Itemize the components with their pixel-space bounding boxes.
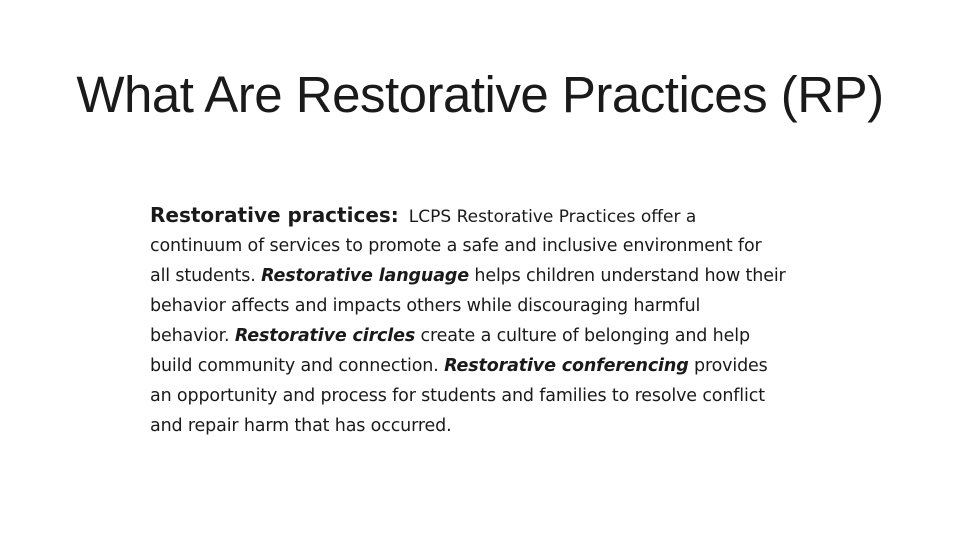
slide-body [150, 203, 850, 441]
body-line [150, 351, 850, 381]
lead-line [150, 203, 850, 227]
body-text: continuum of services to promote a safe and inclusive environment for [150, 236, 762, 256]
body-text: behavior. [150, 326, 235, 346]
body-line [150, 381, 850, 411]
emphasis-text: Restorative language [261, 266, 469, 286]
emphasis-text: Restorative circles [234, 326, 416, 346]
body-line [150, 261, 850, 291]
body-line [150, 291, 850, 321]
body-paragraph [150, 231, 850, 441]
body-text: helps children understand how their [468, 266, 786, 286]
body-text: and repair harm that has occurred. [150, 416, 452, 436]
slide-title: What Are Restorative Practices (RP) [76, 66, 884, 123]
body-text: provides [688, 356, 768, 376]
body-text: create a culture of belonging and help [415, 326, 750, 346]
body-heading: Restorative practices: [150, 203, 399, 227]
body-text: behavior affects and impacts others while discouraging harmful [150, 296, 701, 316]
body-text: all students. [150, 266, 262, 286]
body-text: build community and connection. [150, 356, 445, 376]
body-text: an opportunity and process for students and families to resolve conflict [150, 386, 765, 406]
body-line [150, 411, 850, 441]
body-line [150, 321, 850, 351]
emphasis-text: Restorative conferencing [444, 356, 689, 376]
lead-text: LCPS Restorative Practices offer a [408, 207, 697, 227]
body-line [150, 231, 850, 261]
